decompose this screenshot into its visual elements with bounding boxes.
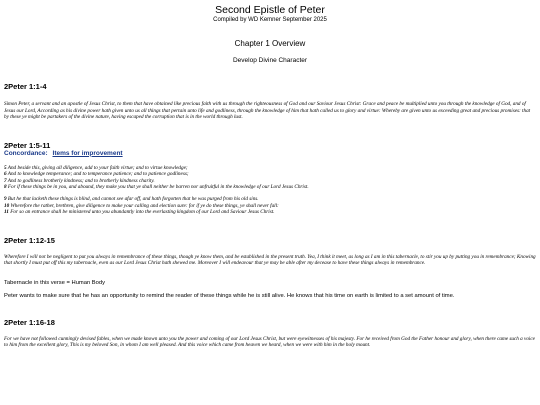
section-heading: 2Peter 1:5-11 <box>4 140 51 150</box>
concordance-label: Concordance: <box>4 149 48 157</box>
verse-group-b <box>4 196 536 215</box>
verse-number: 11 <box>4 209 9 216</box>
verse-text: And beside this, giving all diligence, add to your faith virtue; and to virtue knowledge; <box>7 164 188 171</box>
scripture-passage: For we have not followed cunningly devised fables, when we made known unto you the power and coming of our Lord Jesus Christ, but were eyewitnesses of his majesty. For he received from God the Father honour and glory, when there came such a voice to him from the excellent glory, This is my beloved Son, in whom I am well pleased. And this voice which came from heaven we heard, when we were with him in the holy mount. <box>4 335 535 349</box>
scripture-passage: Simon Peter, a servant and an apostle of Jesus Christ, to them that have obtained like precious faith with us through the righteousness of God and our Saviour Jesus Christ: Grace and peace be multiplied unto you through the knowledge of God, and of Jesus our Lord, According as his divine power hath given unto us all things that pertain unto life and godliness, through the knowledge of him that hath called us to glory and virtue: Whereby are given unto us exceeding great and precious promises: that by these ye might be partakers of the divine nature, having escaped the corruption that is in the world through lust. <box>4 101 531 121</box>
section-12-15 <box>4 236 536 300</box>
section-1-4 <box>4 82 536 121</box>
verse-number: 9 <box>4 196 7 203</box>
verse-number: 7 <box>4 177 7 184</box>
concordance-line <box>4 150 536 158</box>
verse-text: And to godliness brotherly kindness; and to brotherly kindness charity. <box>7 177 155 184</box>
note-commentary: Peter wants to make sure that he has an opportunity to remind the reader of these things while he is still alive. He knows that his time on earth is limited to a set amount of time. <box>4 292 455 299</box>
verse-text: Wherefore the rather, brethren, give diligence to make your calling and election sure: for if ye do these things, ye shall never fall: <box>10 202 279 209</box>
chapter-subtitle: Develop Divine Character <box>232 57 308 64</box>
verse-number: 10 <box>4 202 10 209</box>
section-heading: 2Peter 1:16-18 <box>4 317 55 327</box>
verse-line <box>4 209 536 215</box>
verse-text: For if these things be in you, and abound, they make you that ye shall neither be barren nor unfruitful in the knowledge of our Lord Jesus Christ. <box>7 184 309 190</box>
section-heading: 2Peter 1:12-15 <box>4 235 55 245</box>
section-heading: 2Peter 1:1-4 <box>4 82 47 91</box>
verse-text: And to knowledge temperance; and to temperance patience; and to patience godliness; <box>7 171 189 178</box>
scripture-passage: Wherefore I will not be negligent to put you always in remembrance of these things, though ye know them, and be established in the present truth. Yea, I think it meet, as long as I am in this tabernacle, to stir you up by putting you in remembrance; Knowing that shortly I must put off this my tabernacle, even as our Lord Jesus Christ hath shewed me. Moreover I will endeavour that ye may be able after my decease to have these things always in remembrance. <box>4 253 536 267</box>
section-16-18 <box>4 318 536 349</box>
verse-number: 6 <box>4 171 7 178</box>
verse-number: 5 <box>4 164 7 171</box>
verse-group-a <box>4 165 536 191</box>
document-title: Second Epistle of Peter <box>215 4 325 16</box>
section-5-11 <box>4 141 536 216</box>
concordance-link[interactable]: Items for improvement <box>52 149 123 157</box>
verse-line <box>4 184 536 190</box>
note-tabernacle: Tabernacle in this verse = Human Body <box>4 279 106 286</box>
document-content <box>0 82 540 349</box>
verse-text: For so an entrance shall be ministered unto you abundantly into the everlasting kingdom of our Lord and Saviour Jesus Christ. <box>10 209 275 216</box>
document-subtitle: Compiled by WD Kemner September 2025 <box>213 17 327 23</box>
verse-text: But he that lacketh these things is blind, and cannot see afar off, and hath forgotten that he was purged from his old sins. <box>7 196 259 203</box>
verse-number: 8 <box>4 184 7 190</box>
chapter-title: Chapter 1 Overview <box>234 39 306 48</box>
